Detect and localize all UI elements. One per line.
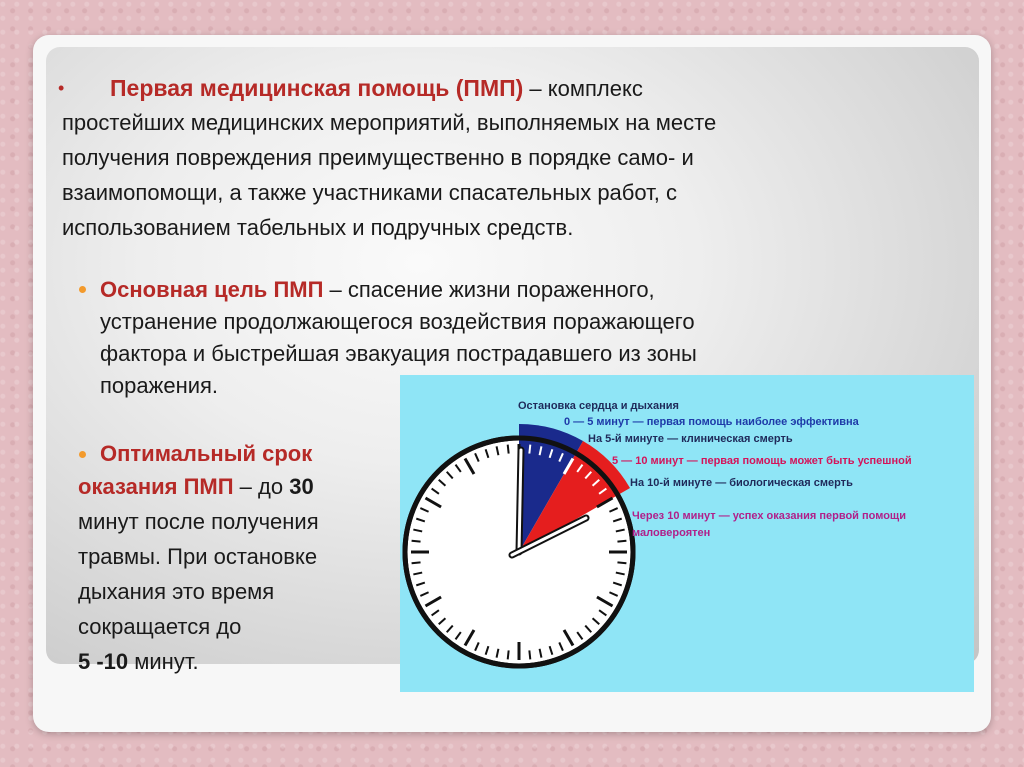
bullet-dot-icon [79, 286, 86, 293]
p3-number: 30 [289, 474, 314, 499]
label-3: 5 — 10 минут — первая помощь может быть успешной [612, 455, 912, 467]
p3-line6: сокращается до [78, 614, 242, 639]
p3-term-line2: оказания ПМП [78, 474, 234, 499]
label-0: Остановка сердца и дыхания [518, 400, 679, 412]
p3-line2 [78, 470, 314, 504]
p1-line4: взаимопомощи, а также участниками спасательных работ, с [62, 180, 678, 205]
p1-line1 [110, 71, 643, 106]
p3-line2-rest: – до [233, 474, 290, 499]
clock-tick [412, 541, 421, 542]
p3-term-line1: Оптимальный срок [100, 441, 313, 466]
label-5: Через 10 минут — успех оказания первой помощи [632, 510, 906, 522]
clock-tick [617, 562, 626, 563]
p2-line1 [100, 273, 655, 307]
label-6: маловероятен [632, 527, 711, 539]
label-2: На 5-й минуте — клиническая смерть [588, 433, 793, 445]
p3-line7 [78, 645, 199, 679]
bullet-dot-icon [79, 451, 86, 458]
p2-line4: поражения. [100, 373, 219, 398]
p1-line2: простейших медицинских мероприятий, выполняемых на месте [62, 110, 717, 135]
p3-line5: дыхания это время [78, 579, 275, 604]
p1-term: Первая медицинская помощь (ПМП) [110, 75, 524, 101]
label-1: 0 — 5 минут — первая помощь наиболее эффективна [564, 416, 859, 428]
clock-tick [617, 541, 626, 542]
clock-tick [412, 562, 421, 563]
clock-tick [529, 445, 530, 454]
label-4: На 10-й минуте — биологическая смерть [630, 477, 853, 489]
p3-bold-range: 5 -10 [78, 649, 129, 674]
bullet-marker: • [58, 78, 65, 98]
clock-face [405, 424, 633, 666]
p2-line2: устранение продолжающегося воздействия поражающего [100, 309, 695, 334]
clock-tick [529, 650, 530, 659]
p1-line3: получения повреждения преимущественно в порядке само- и [62, 145, 694, 170]
p2-line3: фактора и быстрейшая эвакуация пострадавшего из зоны [100, 341, 697, 366]
clock-diagram [400, 375, 974, 692]
clock-tick [508, 650, 509, 659]
p3-line7-rest: минут. [128, 649, 199, 674]
clock-hand-minute-inner [519, 450, 521, 552]
p1-line1-rest: – комплекс [523, 76, 643, 101]
p1-line5: использованием табельных и подручных средств. [62, 215, 574, 240]
p3-line3: минут после получения [78, 509, 319, 534]
clock-tick [508, 445, 509, 454]
p2-line1-rest: – спасение жизни пораженного, [323, 277, 655, 302]
clock-svg [400, 375, 974, 692]
p2-term: Основная цель ПМП [100, 277, 324, 302]
p3-line4: травмы. При остановке [78, 544, 318, 569]
